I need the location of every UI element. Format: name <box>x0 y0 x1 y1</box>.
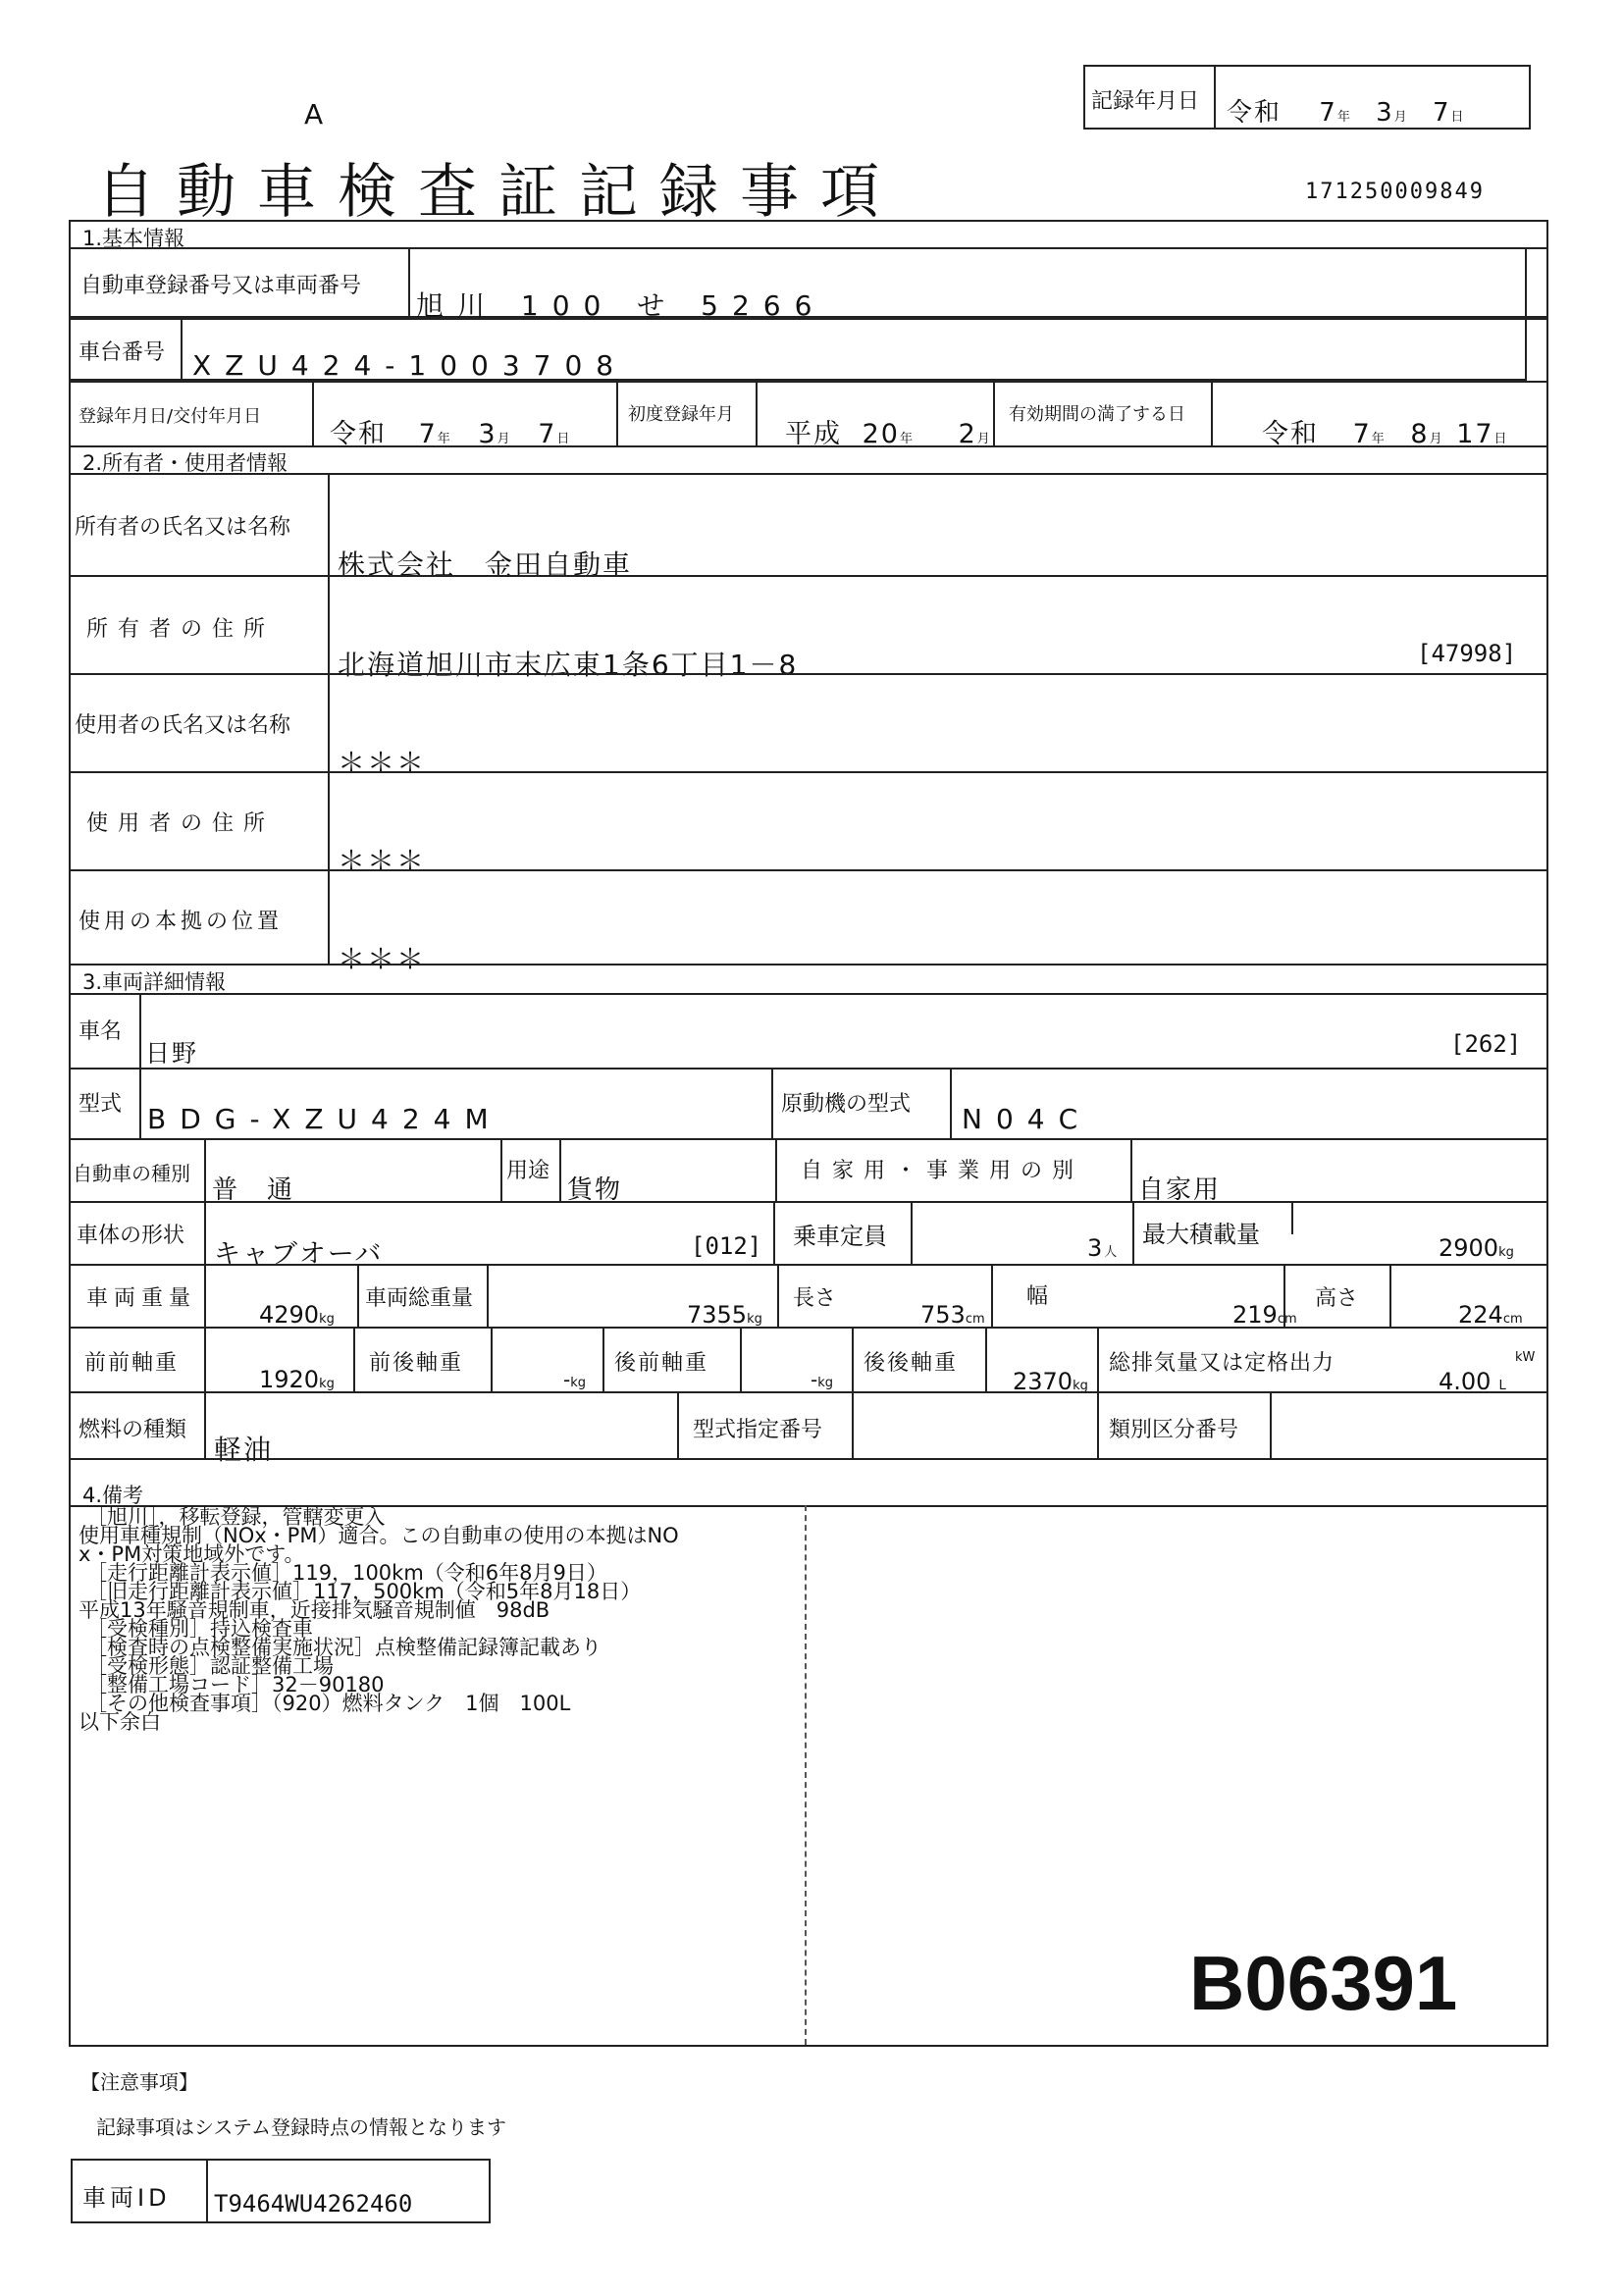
make-value: 日野 <box>145 1039 199 1068</box>
type-designation-label: 型式指定番号 <box>693 1418 823 1442</box>
displacement-label: 総排気量又は定格出力 <box>1109 1351 1335 1376</box>
kind-label: 自動車の種別 <box>73 1162 190 1185</box>
owner-address-code: [47998] <box>1417 640 1517 667</box>
first-reg-value: 平成 20年 2月 <box>785 419 990 449</box>
use-label: 用途 <box>506 1159 550 1183</box>
remark-line: 平成13年騒音規制車，近接排気騒音規制値 98dB <box>79 1598 550 1622</box>
rr-axle-label: 後後軸重 <box>864 1351 959 1376</box>
reg-date-label: 登録年月日/交付年月日 <box>79 406 262 427</box>
fr-axle-label: 前後軸重 <box>369 1351 464 1376</box>
weight-value: 4290kg <box>259 1301 335 1329</box>
reg-number-value: 旭川 100 せ 5266 <box>416 289 826 322</box>
vehicle-id-label: 車両ID <box>82 2184 171 2212</box>
reg-number-label: 自動車登録番号又は車両番号 <box>80 274 362 298</box>
chassis-number-value: XZU424-1003708 <box>192 349 628 382</box>
fuel-label: 燃料の種類 <box>79 1418 187 1442</box>
remark-line: ［検査時の点検整備実施状況］点検整備記録簿記載あり <box>86 1636 602 1659</box>
notes-title: 【注意事項】 <box>80 2070 198 2094</box>
body-value: キャブオーバ <box>214 1239 384 1270</box>
remark-line: ［整備工場コード］32－90180 <box>86 1673 385 1696</box>
chassis-number-label: 車台番号 <box>79 340 166 365</box>
remark-line: 使用車種規制（NOx・PM）適合。この自動車の使用の本拠はNO <box>79 1524 679 1547</box>
width-value: 219cm <box>1232 1301 1297 1329</box>
body-code: [012] <box>691 1232 762 1260</box>
max-load-label: 最大積載量 <box>1142 1221 1260 1248</box>
section-vehicle-title: 3.車両詳細情報 <box>82 970 227 994</box>
rf-axle-label: 後前軸重 <box>614 1351 709 1376</box>
gross-value: 7355kg <box>687 1301 762 1329</box>
user-name-value: ＊＊＊ <box>338 747 427 779</box>
class-label: 類別区分番号 <box>1109 1418 1239 1442</box>
ff-axle-value: 1920kg <box>259 1366 335 1393</box>
stamp-number: B06391 <box>1189 1940 1458 2026</box>
section-remarks-title: 4.備考 <box>82 1484 144 1507</box>
use-value: 貨物 <box>567 1175 623 1205</box>
owner-name-label: 所有者の氏名又は名称 <box>75 515 291 540</box>
vehicle-id-value: T9464WU4262460 <box>214 2190 413 2218</box>
expiry-value: 令和 7年 8月 17日 <box>1262 419 1507 449</box>
fr-axle-value: -kg <box>563 1368 586 1391</box>
first-reg-label: 初度登録年月 <box>628 404 734 425</box>
remark-line: ［その他検査事項］（920）燃料タンク 1個 100L <box>86 1692 571 1715</box>
user-name-label: 使用者の氏名又は名称 <box>75 713 291 738</box>
notes-text: 記録事項はシステム登録時点の情報となります <box>96 2115 506 2139</box>
rf-axle-value: -kg <box>811 1368 833 1391</box>
displacement-value: 4.00 L <box>1439 1368 1506 1395</box>
length-value: 753cm <box>920 1301 985 1329</box>
owner-address-value: 北海道旭川市末広東1条6丁目1－8 <box>338 649 799 681</box>
remarks-divider <box>805 1505 807 2045</box>
capacity-label: 乗車定員 <box>793 1223 887 1250</box>
weight-label: 車両重量 <box>86 1286 197 1311</box>
model-label: 型式 <box>79 1092 123 1117</box>
section-basic-title: 1.基本情報 <box>82 227 185 250</box>
height-label: 高さ <box>1315 1286 1359 1311</box>
max-load-value: 2900kg <box>1439 1234 1514 1262</box>
remark-line: ［受検種別］持込検査車 <box>86 1617 313 1641</box>
remark-line: ［受検形態］認証整備工場 <box>86 1654 334 1678</box>
engine-value: N04C <box>962 1103 1092 1135</box>
owner-address-label: 所有者の住所 <box>86 617 276 642</box>
private-label: 自家用・事業用の別 <box>801 1159 1084 1183</box>
make-code: [262] <box>1450 1030 1522 1058</box>
rr-axle-value: 2370kg <box>1013 1368 1088 1395</box>
kind-value: 普 通 <box>212 1175 295 1205</box>
body-label: 車体の形状 <box>77 1224 185 1248</box>
ff-axle-label: 前前軸重 <box>84 1351 180 1376</box>
expiry-label: 有効期間の満了する日 <box>1009 404 1185 425</box>
model-value: BDG-XZU424M <box>147 1103 502 1135</box>
remark-line: 以下余白 <box>79 1710 161 1734</box>
gross-label: 車両総重量 <box>365 1286 474 1311</box>
page-title: 自動車検査証記録事項 <box>96 158 901 227</box>
remark-line: ［旧走行距離計表示値］117，500km（令和5年8月18日） <box>86 1580 642 1603</box>
remark-line: ［走行距離計表示値］119，100km（令和6年8月9日） <box>86 1561 607 1585</box>
base-location-value: ＊＊＊ <box>338 943 427 975</box>
capacity-value: 3人 <box>1087 1234 1118 1262</box>
remark-line: ［旭川］，移転登録，管轄変更入 <box>86 1505 386 1529</box>
user-address-value: ＊＊＊ <box>338 845 427 877</box>
user-address-label: 使用者の住所 <box>86 811 276 836</box>
base-location-label: 使用の本拠の位置 <box>79 910 284 934</box>
length-label: 長さ <box>793 1286 837 1311</box>
engine-label: 原動機の型式 <box>781 1092 912 1117</box>
height-value: 224cm <box>1458 1301 1523 1329</box>
unit-kw: kW <box>1515 1350 1536 1365</box>
remark-line: x・PM対策地域外です。 <box>79 1542 305 1566</box>
reg-date-value: 令和 7年 3月 7日 <box>330 419 570 449</box>
owner-name-value: 株式会社 金田自動車 <box>338 548 633 581</box>
record-date-value: 令和 7年 3月 7日 <box>1227 98 1464 128</box>
width-label: 幅 <box>1026 1284 1049 1309</box>
fuel-value: 軽油 <box>214 1434 274 1466</box>
doc-number: 171250009849 <box>1305 180 1485 204</box>
section-owner-title: 2.所有者・使用者情報 <box>82 451 288 475</box>
private-value: 自家用 <box>1138 1175 1222 1205</box>
make-label: 車名 <box>79 1019 123 1044</box>
remarks-text <box>79 1505 679 1734</box>
corner-mark: A <box>304 98 324 130</box>
record-date-label: 記録年月日 <box>1091 89 1200 114</box>
